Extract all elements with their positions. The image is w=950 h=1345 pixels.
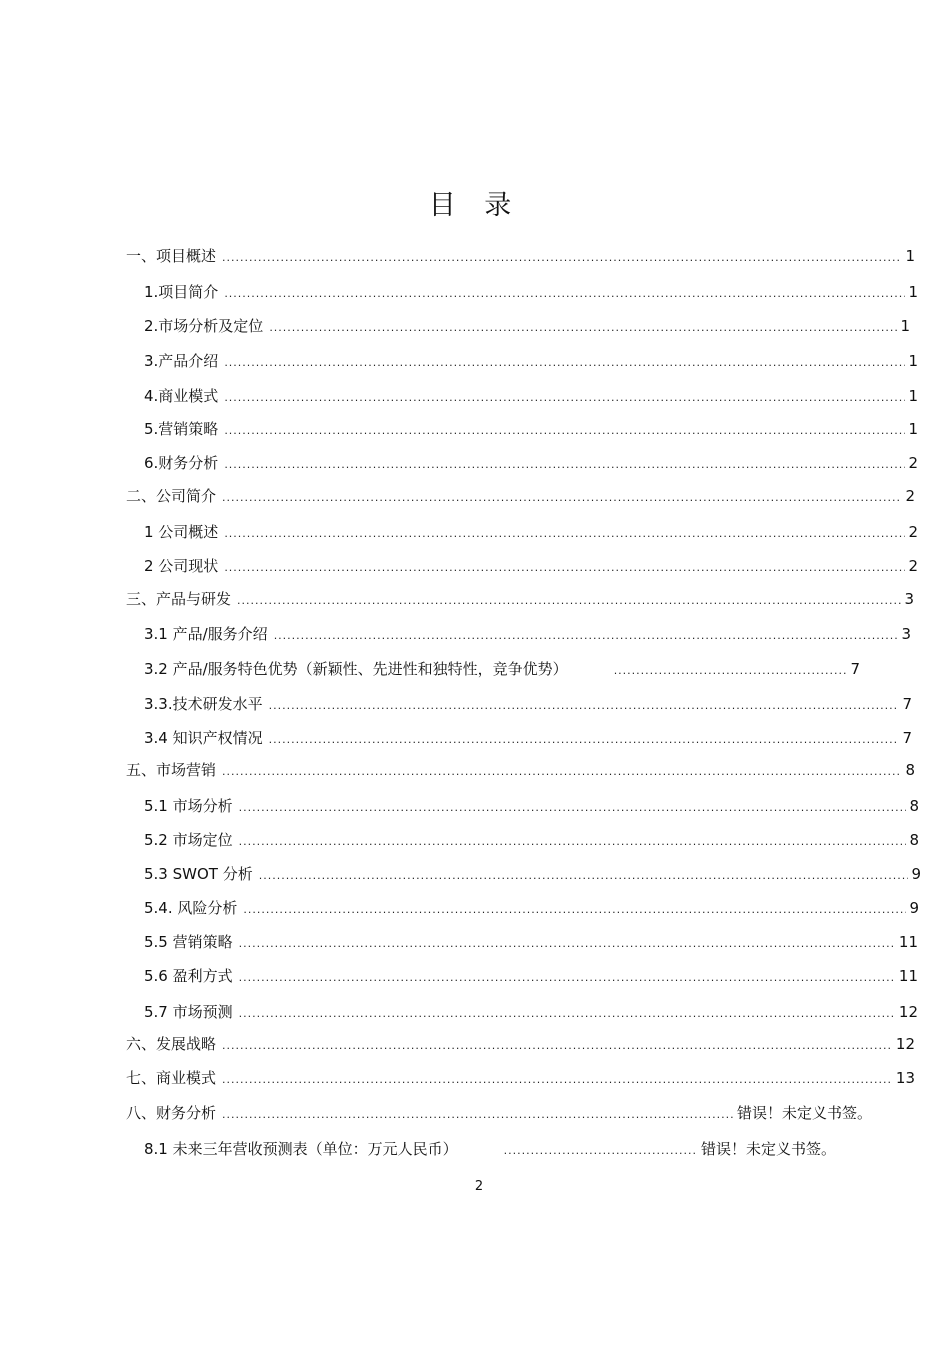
toc-entry-5-4[interactable]: [144, 898, 919, 918]
toc-dot-leader: [222, 764, 902, 780]
toc-entry-3-1[interactable]: [144, 624, 911, 644]
toc-dot-leader: [222, 1038, 893, 1054]
toc-entry-page: 8: [909, 831, 919, 849]
toc-entry-page: 3: [904, 590, 914, 608]
toc-entry-page: 2: [908, 454, 918, 472]
toc-entry-1-4[interactable]: [144, 386, 918, 406]
toc-entry-page: 错误！未定义书签。: [736, 1104, 872, 1122]
toc-dot-leader: [222, 250, 902, 266]
toc-entry-page: 8: [905, 761, 915, 779]
toc-entry-page: 1: [908, 387, 918, 405]
toc-entry-label: 3.3.技术研发水平: [144, 695, 263, 713]
toc-entry-label: 七、商业模式: [126, 1069, 217, 1087]
toc-dot-leader: [222, 1072, 893, 1088]
toc-dot-leader: [614, 663, 848, 679]
toc-entry-label: 5.5 营销策略: [144, 933, 233, 951]
toc-entry-page: 7: [850, 660, 860, 678]
toc-entry-6[interactable]: [126, 1034, 915, 1054]
toc-dot-leader: [237, 593, 901, 609]
toc-entry-1[interactable]: [126, 246, 915, 266]
toc-entry-1-2[interactable]: [144, 316, 910, 336]
toc-entry-page: 13: [895, 1069, 915, 1087]
toc-entry-label: 五、市场营销: [126, 761, 217, 779]
page-number: 2: [474, 1179, 484, 1194]
toc-entry-page: 11: [898, 967, 918, 985]
toc-entry-page: 1: [908, 283, 918, 301]
toc-entry-page: 7: [902, 729, 912, 747]
toc-dot-leader: [504, 1143, 698, 1159]
toc-dot-leader: [224, 423, 905, 439]
toc-entry-page: 9: [909, 899, 919, 917]
toc-entry-label: 6.财务分析: [144, 454, 219, 472]
toc-entry-label: 5.营销策略: [144, 420, 219, 438]
toc-entry-label: 5.2 市场定位: [144, 831, 233, 849]
toc-entry-3-4[interactable]: [144, 728, 912, 748]
toc-entry-label: 8.1 未来三年营收预测表（单位：万元人民币）: [144, 1140, 458, 1158]
toc-entry-1-5[interactable]: [144, 419, 918, 439]
toc-entry-5-1[interactable]: [144, 796, 919, 816]
toc-dot-leader: [269, 732, 900, 748]
toc-entry-page: 2: [905, 487, 915, 505]
toc-dot-leader: [239, 970, 896, 986]
toc-entry-5[interactable]: [126, 760, 915, 780]
toc-entry-7[interactable]: [126, 1068, 915, 1088]
toc-entry-label: 八、财务分析: [126, 1104, 217, 1122]
toc-entry-label: 3.产品介绍: [144, 352, 219, 370]
toc-dot-leader: [239, 936, 896, 952]
toc-entry-page: 9: [911, 865, 921, 883]
toc-entry-page: 8: [909, 797, 919, 815]
toc-dot-leader: [259, 868, 909, 884]
toc-entry-1-6[interactable]: [144, 453, 918, 473]
toc-entry-page: 1: [905, 247, 915, 265]
toc-entry-label: 3.2 产品/服务特色优势（新颖性、先进性和独特性，竞争优势）: [144, 660, 568, 678]
toc-title: 目 录: [428, 190, 522, 221]
toc-entry-label: 一、项目概述: [126, 247, 217, 265]
toc-dot-leader: [224, 286, 905, 302]
toc-entry-2-1[interactable]: [144, 522, 918, 542]
toc-dot-leader: [224, 457, 905, 473]
toc-entry-3-3[interactable]: [144, 694, 912, 714]
toc-entry-5-7[interactable]: [144, 1002, 918, 1022]
toc-dot-leader: [222, 1107, 734, 1123]
toc-entry-label: 3.1 产品/服务介绍: [144, 625, 268, 643]
toc-entry-label: 1 公司概述: [144, 523, 219, 541]
toc-entry-page: 1: [908, 420, 918, 438]
toc-dot-leader: [239, 800, 907, 816]
toc-dot-leader: [222, 490, 902, 506]
toc-dot-leader: [239, 834, 907, 850]
toc-entry-label: 1.项目简介: [144, 283, 219, 301]
toc-dot-leader: [224, 390, 905, 406]
toc-entry-label: 二、公司简介: [126, 487, 217, 505]
toc-entry-page: 7: [902, 695, 912, 713]
toc-entry-label: 5.4. 风险分析: [144, 899, 238, 917]
toc-entry-label: 5.6 盈利方式: [144, 967, 233, 985]
toc-entry-label: 5.7 市场预测: [144, 1003, 233, 1021]
toc-entry-5-6[interactable]: [144, 966, 918, 986]
toc-dot-leader: [224, 355, 905, 371]
toc-entry-8[interactable]: [126, 1103, 872, 1123]
toc-entry-label: 2.市场分析及定位: [144, 317, 264, 335]
toc-entry-page: 3: [901, 625, 911, 643]
toc-dot-leader: [243, 902, 906, 918]
toc-entry-page: 12: [898, 1003, 918, 1021]
toc-entry-5-3[interactable]: [144, 864, 921, 884]
toc-entry-3[interactable]: [126, 589, 914, 609]
toc-entry-page: 11: [898, 933, 918, 951]
toc-entry-label: 5.1 市场分析: [144, 797, 233, 815]
toc-entry-page: 2: [908, 557, 918, 575]
toc-entry-page: 1: [908, 352, 918, 370]
toc-entry-5-5[interactable]: [144, 932, 918, 952]
toc-entry-2[interactable]: [126, 486, 915, 506]
toc-entry-page: 2: [908, 523, 918, 541]
toc-entry-label: 六、发展战略: [126, 1035, 217, 1053]
toc-entry-label: 5.3 SWOT 分析: [144, 865, 253, 883]
toc-entry-3-2[interactable]: [144, 659, 860, 679]
toc-entry-page: 1: [900, 317, 910, 335]
toc-entry-5-2[interactable]: [144, 830, 919, 850]
toc-entry-1-3[interactable]: [144, 351, 918, 371]
toc-dot-leader: [224, 560, 905, 576]
toc-dot-leader: [269, 320, 897, 336]
toc-entry-2-2[interactable]: [144, 556, 918, 576]
toc-entry-label: 2 公司现状: [144, 557, 219, 575]
toc-dot-leader: [224, 526, 905, 542]
toc-dot-leader: [274, 628, 899, 644]
toc-entry-label: 三、产品与研发: [126, 590, 232, 608]
toc-entry-label: 4.商业模式: [144, 387, 219, 405]
toc-dot-leader: [269, 698, 900, 714]
toc-entry-page: 错误！未定义书签。: [700, 1140, 836, 1158]
toc-entry-page: 12: [895, 1035, 915, 1053]
toc-entry-1-1[interactable]: [144, 282, 918, 302]
toc-entry-8-1[interactable]: [144, 1139, 836, 1159]
toc-dot-leader: [239, 1006, 896, 1022]
toc-entry-label: 3.4 知识产权情况: [144, 729, 263, 747]
